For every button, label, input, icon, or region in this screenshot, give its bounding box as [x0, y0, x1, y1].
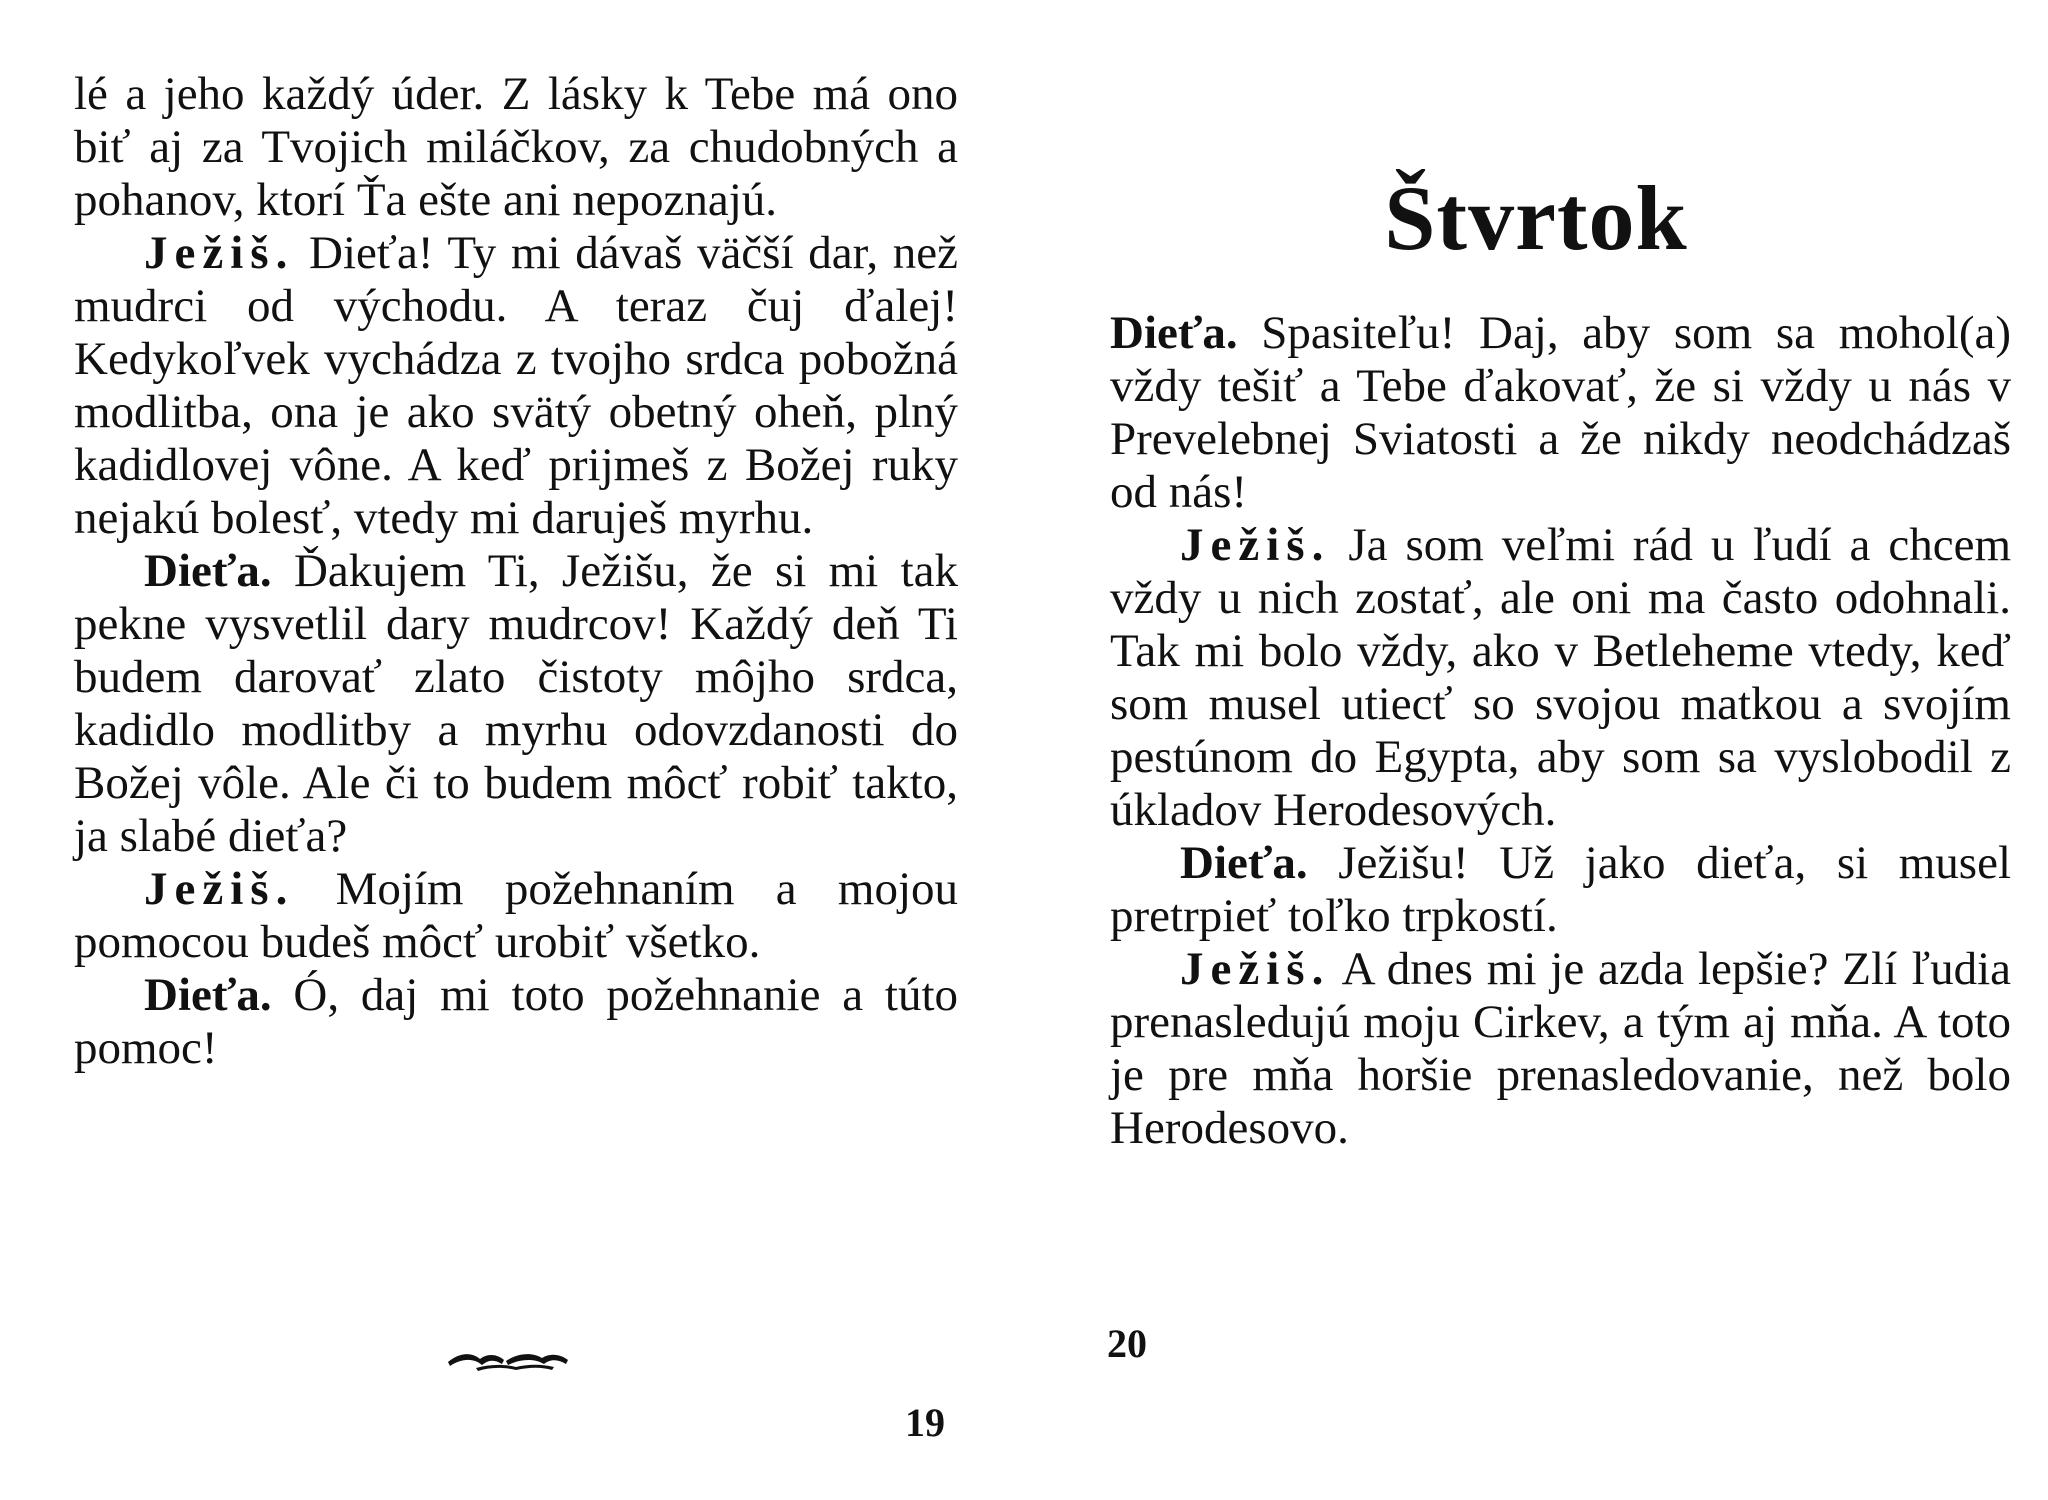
paragraph-text: Ježišu! Už jako dieťa, si musel pretrpieť toľko trpkostí.: [1110, 837, 2011, 942]
paragraph: [1110, 943, 2011, 1155]
right-page-text: [1110, 307, 2011, 1155]
paragraph-text: Ja som veľmi rád u ľudí a chcem vždy u nich zostať, ale oni ma často odohnali. Tak mi bolo vždy, ako v Betleheme vtedy, keď som musel utiecť so svojou matkou a svojím pestúnom do Egypta, aby som sa vyslobodil z úkladov Herodesových.: [1110, 519, 2011, 836]
speaker-label: Ježiš.: [1180, 519, 1331, 571]
paragraph-text: lé a jeho každý úder. Z lásky k Tebe má ono biť aj za Tvojich miláčkov, za chudobných a pohanov, ktorí Ťa ešte ani nepoznajú.: [74, 68, 958, 226]
paragraph: [74, 545, 958, 863]
speaker-label: Ježiš.: [144, 863, 295, 915]
speaker-label: Dieťa.: [1110, 307, 1238, 359]
fleuron-ornament-icon: [446, 1346, 570, 1376]
speaker-label: Ježiš.: [144, 227, 295, 279]
paragraph-text: Ďakujem Ti, Ježišu, že si mi tak pekne vysvetlil dary mudrcov! Každý deň Ti budem darovať zlato čistoty môjho srdca, kadidlo modlitby a myrhu odovzdanosti do Božej vôle. Ale či to budem môcť robiť takto, ja slabé dieťa?: [74, 545, 959, 862]
paragraph-text: Mojím požehnaním a mojou pomocou budeš môcť urobiť všetko.: [74, 863, 959, 968]
right-page: [1024, 0, 2048, 1500]
paragraph: [74, 969, 958, 1075]
page-number: 20: [1107, 1321, 1147, 1366]
paragraph: [1110, 519, 2011, 837]
paragraph-text: Ó, daj mi toto požehnanie a túto pomoc!: [74, 969, 958, 1074]
paragraph-text: Dieťa! Ty mi dávaš väčší dar, než mudrci od východu. A teraz čuj ďalej! Kedykoľvek vychádza z tvojho srdca pobožná modlitba, ona je ako svätý obetný oheň, plný kadidlovej vône. A keď prijmeš z Božej ruky nejakú bolesť, vtedy mi daruješ myrhu.: [74, 227, 959, 544]
speaker-label: Ježiš.: [1180, 943, 1331, 995]
paragraph-text: A dnes mi je azda lepšie? Zlí ľudia prenasledujú moju Cirkev, a tým aj mňa. A toto je pre mňa horšie prenasledovanie, než bolo Herodesovo.: [1110, 943, 2011, 1154]
paragraph-text: Spasiteľu! Daj, aby som sa mohol(a) vždy tešiť a Tebe ďakovať, že si vždy u nás v Prevelebnej Sviatosti a že nikdy neodchádzaš od nás!: [1110, 307, 2011, 518]
paragraph: [74, 68, 958, 227]
paragraph: [74, 863, 958, 969]
chapter-title: Štvrtok: [1384, 167, 1688, 269]
speaker-label: Dieťa.: [1180, 837, 1308, 889]
paragraph: [1110, 307, 2011, 519]
paragraph: [74, 227, 958, 545]
speaker-label: Dieťa.: [144, 545, 272, 597]
paragraph: [1110, 837, 2011, 943]
page-number: 19: [905, 1400, 945, 1445]
speaker-label: Dieťa.: [144, 969, 272, 1021]
left-page-text: [74, 68, 958, 1075]
